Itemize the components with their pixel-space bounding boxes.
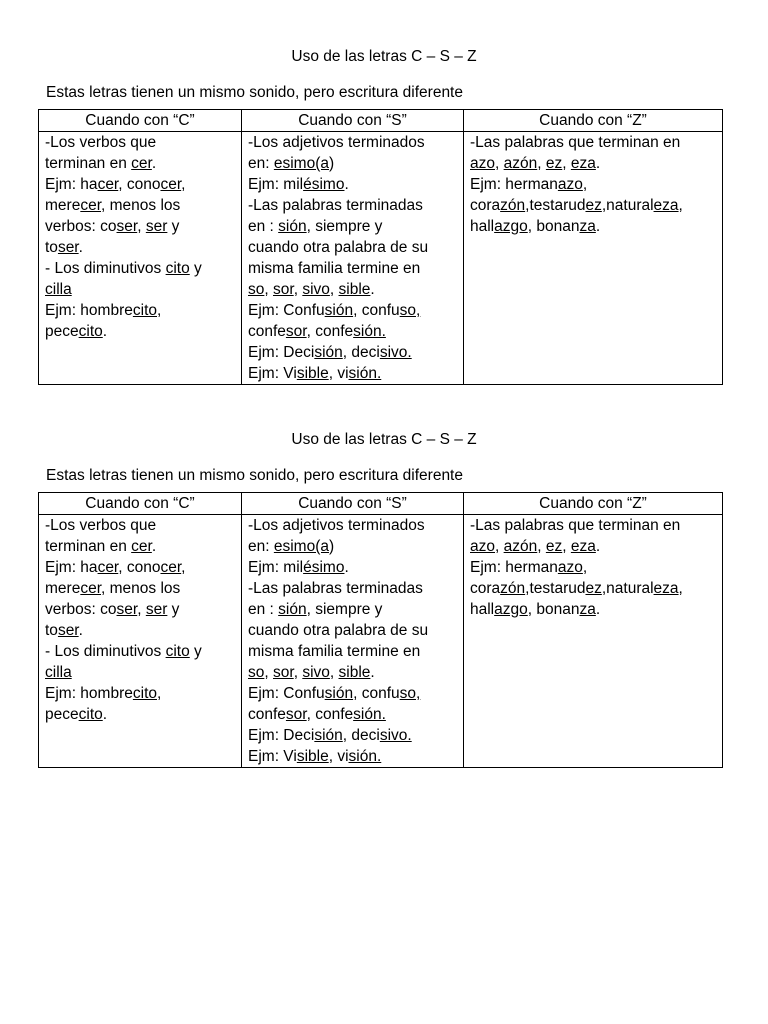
underlined-segment: sión. xyxy=(348,748,382,765)
underlined-segment: cito xyxy=(165,643,190,660)
underlined-segment: sivo. xyxy=(379,727,412,744)
cell-line xyxy=(248,342,458,363)
cell-line xyxy=(248,132,458,153)
text-segment: , xyxy=(678,197,683,214)
text-segment: , xyxy=(157,685,162,702)
underlined-segment: sor xyxy=(273,281,294,298)
underlined-segment: eza xyxy=(653,580,679,597)
text-segment: , xyxy=(157,302,162,319)
cell-line xyxy=(45,620,236,641)
text-segment: , confu xyxy=(353,685,400,702)
underlined-segment: cer xyxy=(80,197,102,214)
text-segment: . xyxy=(344,176,349,193)
letters-table xyxy=(38,109,723,385)
underlined-segment: sión xyxy=(324,685,354,702)
header-c: Cuando con “C” xyxy=(39,493,242,515)
cell-line xyxy=(248,620,458,641)
underlined-segment: ez xyxy=(585,197,602,214)
text-segment: , bonan xyxy=(527,601,580,618)
underlined-segment: ésimo xyxy=(303,176,345,193)
text-segment: to xyxy=(45,239,58,256)
cell-line xyxy=(248,662,458,683)
underlined-segment: azo xyxy=(470,155,495,172)
underlined-segment: eza xyxy=(570,538,596,555)
text-segment: ) xyxy=(329,538,335,555)
text-segment: Ejm: Deci xyxy=(248,344,315,361)
underlined-segment: ser xyxy=(116,601,138,618)
underlined-segment: cer xyxy=(160,176,182,193)
text-segment: cora xyxy=(470,197,501,214)
text-segment: . xyxy=(370,281,375,298)
text-segment: , deci xyxy=(342,344,380,361)
cell-c xyxy=(39,515,242,768)
cell-line xyxy=(470,599,717,620)
cell-line xyxy=(45,683,236,704)
underlined-segment: sor xyxy=(273,664,294,681)
underlined-segment: sión xyxy=(314,727,343,744)
underlined-segment: sible xyxy=(296,748,329,765)
cell-line xyxy=(248,174,458,195)
underlined-segment: ser xyxy=(145,601,168,618)
underlined-segment: sible xyxy=(338,664,371,681)
header-z: Cuando con “Z” xyxy=(464,110,723,132)
text-segment: y xyxy=(167,601,180,618)
underlined-segment: cito xyxy=(78,706,103,723)
text-segment: . xyxy=(151,538,157,555)
header-z: Cuando con “Z” xyxy=(464,493,723,515)
text-segment: , siempre y xyxy=(306,218,383,235)
text-segment: -Las palabras terminadas xyxy=(248,580,423,597)
text-segment: -Los adjetivos terminados xyxy=(248,134,425,151)
underlined-segment: ser xyxy=(57,239,79,256)
underlined-segment: sivo xyxy=(302,664,330,681)
cell-line xyxy=(45,536,236,557)
underlined-segment: azgo xyxy=(494,601,528,618)
cell-s xyxy=(242,515,464,768)
text-segment: , xyxy=(537,538,546,555)
text-segment: -Las palabras terminadas xyxy=(248,197,423,214)
cell-line xyxy=(45,195,236,216)
underlined-segment: ser xyxy=(57,622,79,639)
text-segment: Ejm: ha xyxy=(45,176,98,193)
table-header-row xyxy=(39,110,723,132)
text-segment: Ejm: Confu xyxy=(248,302,325,319)
cell-line xyxy=(45,258,236,279)
text-segment: , deci xyxy=(342,727,380,744)
underlined-segment: azgo xyxy=(494,218,528,235)
underlined-segment: esimo(a xyxy=(273,155,329,172)
text-segment: confe xyxy=(248,323,286,340)
text-segment: . xyxy=(595,538,601,555)
cell-line xyxy=(45,321,236,342)
underlined-segment: sión xyxy=(278,218,307,235)
text-segment: pece xyxy=(45,706,79,723)
underlined-segment: cito xyxy=(165,260,190,277)
letters-table xyxy=(38,492,723,768)
underlined-segment: ser xyxy=(145,218,168,235)
underlined-segment: esimo(a xyxy=(273,538,329,555)
underlined-segment: cer xyxy=(131,155,152,172)
text-segment: , siempre y xyxy=(306,601,383,618)
underlined-segment: sible xyxy=(338,281,371,298)
cell-line xyxy=(248,195,458,216)
cell-z xyxy=(464,515,723,768)
underlined-segment: cer xyxy=(160,559,182,576)
text-segment: y xyxy=(167,218,180,235)
cell-line xyxy=(470,216,717,237)
text-segment: . xyxy=(370,664,375,681)
underlined-segment: zón xyxy=(500,580,526,597)
text-segment: en: xyxy=(248,155,274,172)
underlined-segment: sivo. xyxy=(379,344,412,361)
underlined-segment: eza xyxy=(653,197,679,214)
text-segment: hall xyxy=(470,601,495,618)
cell-line xyxy=(248,300,458,321)
cell-line xyxy=(248,363,458,384)
text-segment: y xyxy=(189,260,202,277)
cell-line xyxy=(248,641,458,662)
underlined-segment: ez xyxy=(585,580,602,597)
underlined-segment: cito xyxy=(132,302,157,319)
cell-line xyxy=(248,258,458,279)
underlined-segment: eza xyxy=(570,155,596,172)
text-segment: en : xyxy=(248,218,279,235)
text-segment: mere xyxy=(45,197,81,214)
cell-s xyxy=(242,132,464,385)
cell-c xyxy=(39,132,242,385)
text-segment: . xyxy=(595,601,601,618)
text-segment: Ejm: herman xyxy=(470,559,558,576)
underlined-segment: sión xyxy=(314,344,343,361)
underlined-segment: sor xyxy=(285,706,307,723)
text-segment: , xyxy=(293,664,303,681)
underlined-segment: sión xyxy=(278,601,307,618)
text-segment: , xyxy=(264,281,273,298)
cell-line xyxy=(248,216,458,237)
underlined-segment: za xyxy=(579,218,596,235)
text-segment: verbos: co xyxy=(45,218,117,235)
cell-line xyxy=(248,746,458,767)
text-segment: , xyxy=(678,580,683,597)
underlined-segment: sivo xyxy=(302,281,330,298)
underlined-segment: cer xyxy=(97,559,119,576)
underlined-segment: cito xyxy=(78,323,103,340)
text-segment: ,testarud xyxy=(525,580,586,597)
text-segment: terminan en xyxy=(45,538,132,555)
cell-line xyxy=(470,132,717,153)
text-segment: - Los diminutivos xyxy=(45,643,166,660)
cell-line xyxy=(470,174,717,195)
cell-line xyxy=(45,599,236,620)
text-segment: , cono xyxy=(118,559,161,576)
text-segment: , xyxy=(137,218,146,235)
cell-line xyxy=(248,515,458,536)
text-segment: -Las palabras que terminan en xyxy=(470,134,681,151)
text-segment: , confe xyxy=(306,323,354,340)
cell-line xyxy=(248,599,458,620)
text-segment: terminan en xyxy=(45,155,132,172)
text-segment: . xyxy=(78,622,83,639)
text-segment: ,testarud xyxy=(525,197,586,214)
underlined-segment: ésimo xyxy=(303,559,345,576)
cell-line xyxy=(45,237,236,258)
underlined-segment: cilla xyxy=(45,664,72,681)
text-segment: en: xyxy=(248,538,274,555)
text-segment: , vi xyxy=(328,748,349,765)
underlined-segment: ser xyxy=(116,218,138,235)
text-segment: cora xyxy=(470,580,501,597)
underlined-segment: azo xyxy=(557,559,583,576)
underlined-segment: azón xyxy=(503,538,538,555)
text-segment: Ejm: Vi xyxy=(248,365,297,382)
text-segment: to xyxy=(45,622,58,639)
text-segment: -Los adjetivos terminados xyxy=(248,517,425,534)
text-segment: y xyxy=(189,643,202,660)
cell-z xyxy=(464,132,723,385)
cell-line xyxy=(45,174,236,195)
text-segment: , xyxy=(562,538,571,555)
page-title: Uso de las letras C – S – Z xyxy=(291,431,477,448)
text-segment: , menos los xyxy=(101,197,181,214)
underlined-segment: sor xyxy=(285,323,307,340)
underlined-segment: cito xyxy=(132,685,157,702)
cell-line xyxy=(248,237,458,258)
underlined-segment: sión. xyxy=(353,706,386,723)
text-segment: . xyxy=(595,218,601,235)
cell-line xyxy=(45,704,236,725)
text-segment: , confe xyxy=(306,706,354,723)
cell-line xyxy=(470,153,717,174)
text-segment: -Los verbos que xyxy=(45,517,157,534)
underlined-segment: cer xyxy=(80,580,102,597)
cell-line xyxy=(248,725,458,746)
cell-line xyxy=(470,557,717,578)
cell-line xyxy=(45,153,236,174)
text-segment: Ejm: Confu xyxy=(248,685,325,702)
underlined-segment: sión. xyxy=(348,365,382,382)
text-segment: , bonan xyxy=(527,218,580,235)
text-segment: cuando otra palabra de su xyxy=(248,239,429,256)
table-row xyxy=(39,132,723,385)
text-segment: Ejm: hombre xyxy=(45,302,133,319)
text-segment: cuando otra palabra de su xyxy=(248,622,429,639)
text-segment: Ejm: hombre xyxy=(45,685,133,702)
text-segment: verbos: co xyxy=(45,601,117,618)
underlined-segment: zón xyxy=(500,197,526,214)
text-segment: Ejm: mil xyxy=(248,559,304,576)
cell-line xyxy=(45,557,236,578)
cell-line xyxy=(248,683,458,704)
header-s: Cuando con “S” xyxy=(242,110,464,132)
text-segment: , xyxy=(582,176,588,193)
text-segment: . xyxy=(102,323,108,340)
text-segment: confe xyxy=(248,706,286,723)
text-segment: , xyxy=(537,155,546,172)
cell-line xyxy=(248,153,458,174)
table-header-row xyxy=(39,493,723,515)
underlined-segment: so xyxy=(248,664,265,681)
cell-line xyxy=(45,300,236,321)
text-segment: en : xyxy=(248,601,279,618)
text-segment: - Los diminutivos xyxy=(45,260,166,277)
underlined-segment: za xyxy=(579,601,596,618)
cell-line xyxy=(470,515,717,536)
text-segment: pece xyxy=(45,323,79,340)
text-segment: Ejm: Vi xyxy=(248,748,297,765)
text-segment: Ejm: mil xyxy=(248,176,304,193)
cell-line xyxy=(248,321,458,342)
text-segment: Ejm: Deci xyxy=(248,727,315,744)
text-segment: . xyxy=(595,155,601,172)
text-segment: , xyxy=(264,664,273,681)
text-segment: hall xyxy=(470,218,495,235)
cell-line xyxy=(248,704,458,725)
underlined-segment: cilla xyxy=(45,281,72,298)
intro-text: Estas letras tienen un mismo sonido, pero escritura diferente xyxy=(46,467,463,484)
underlined-segment: sión. xyxy=(353,323,386,340)
text-segment: , menos los xyxy=(101,580,181,597)
text-segment: Ejm: ha xyxy=(45,559,98,576)
underlined-segment: ez xyxy=(545,538,563,555)
underlined-segment: azo xyxy=(557,176,583,193)
text-segment: Ejm: herman xyxy=(470,176,558,193)
text-segment: , xyxy=(137,601,146,618)
underlined-segment: cer xyxy=(97,176,119,193)
underlined-segment: so xyxy=(248,281,265,298)
cell-line xyxy=(45,216,236,237)
cell-line xyxy=(470,578,717,599)
underlined-segment: so, xyxy=(399,302,421,319)
table-row xyxy=(39,515,723,768)
underlined-segment: ez xyxy=(545,155,563,172)
text-segment: misma familia termine en xyxy=(248,260,421,277)
text-segment: . xyxy=(78,239,83,256)
text-segment: , xyxy=(329,281,339,298)
text-segment: misma familia termine en xyxy=(248,643,421,660)
text-segment: . xyxy=(151,155,157,172)
header-s: Cuando con “S” xyxy=(242,493,464,515)
cell-line xyxy=(45,662,236,683)
text-segment: , xyxy=(181,559,186,576)
cell-line xyxy=(470,195,717,216)
text-segment: -Las palabras que terminan en xyxy=(470,517,681,534)
text-segment: , confu xyxy=(353,302,400,319)
cell-line xyxy=(248,557,458,578)
underlined-segment: sión xyxy=(324,302,354,319)
cell-line xyxy=(45,641,236,662)
text-segment: ,natural xyxy=(601,197,654,214)
text-segment: , xyxy=(582,559,588,576)
underlined-segment: azo xyxy=(470,538,495,555)
underlined-segment: azón xyxy=(503,155,538,172)
text-segment: , xyxy=(495,538,504,555)
text-segment: ,natural xyxy=(601,580,654,597)
intro-text: Estas letras tienen un mismo sonido, pero escritura diferente xyxy=(46,84,463,101)
text-segment: , xyxy=(181,176,186,193)
underlined-segment: cer xyxy=(131,538,152,555)
text-segment: -Los verbos que xyxy=(45,134,157,151)
underlined-segment: sible xyxy=(296,365,329,382)
cell-line xyxy=(248,536,458,557)
cell-line xyxy=(45,515,236,536)
header-c: Cuando con “C” xyxy=(39,110,242,132)
text-segment: mere xyxy=(45,580,81,597)
text-segment: . xyxy=(344,559,349,576)
page-title: Uso de las letras C – S – Z xyxy=(291,48,477,65)
text-segment: , xyxy=(495,155,504,172)
underlined-segment: so, xyxy=(399,685,421,702)
text-segment: , xyxy=(562,155,571,172)
text-segment: , xyxy=(293,281,303,298)
cell-line xyxy=(45,132,236,153)
text-segment: . xyxy=(102,706,108,723)
text-segment: , vi xyxy=(328,365,349,382)
text-segment: , xyxy=(329,664,339,681)
cell-line xyxy=(45,279,236,300)
cell-line xyxy=(470,536,717,557)
cell-line xyxy=(248,279,458,300)
cell-line xyxy=(45,578,236,599)
text-segment: ) xyxy=(329,155,335,172)
cell-line xyxy=(248,578,458,599)
text-segment: , cono xyxy=(118,176,161,193)
